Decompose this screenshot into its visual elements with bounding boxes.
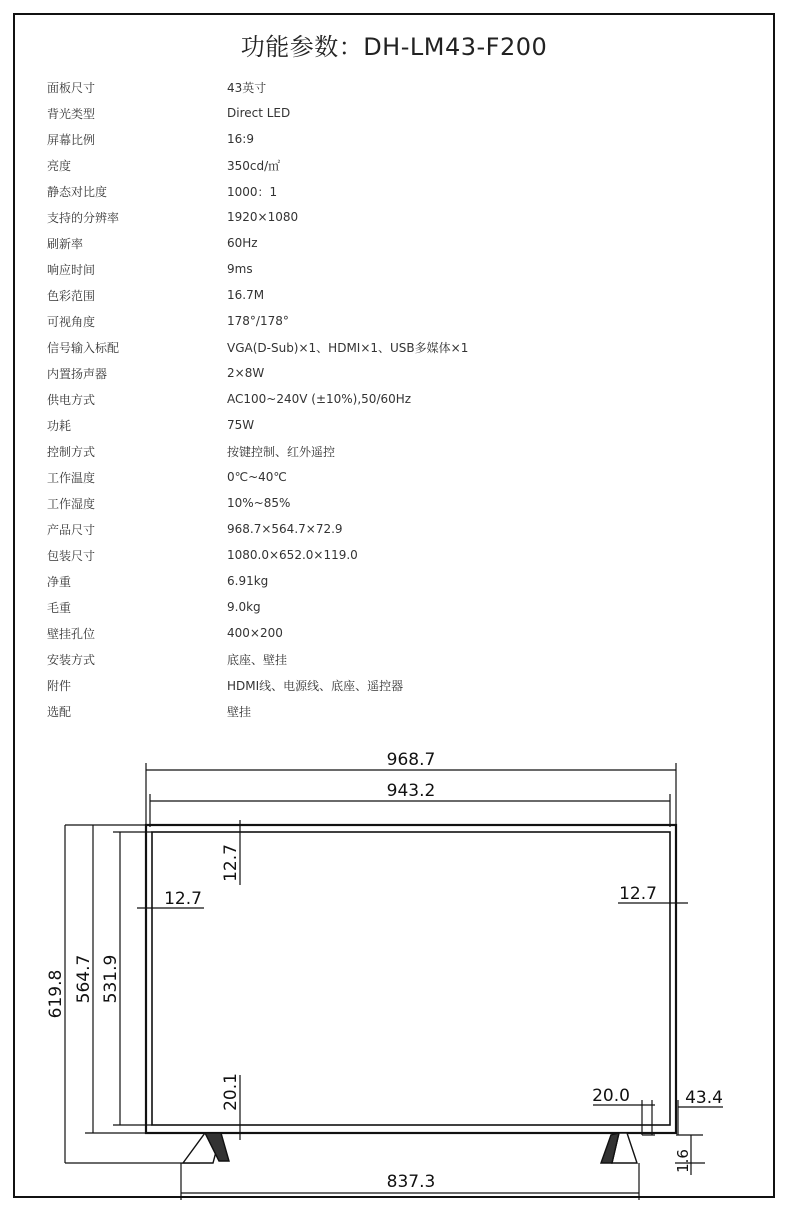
spec-label: 控制方式 [47, 444, 96, 459]
spec-value: 10%~85% [227, 496, 291, 510]
screen-height-label: 531.9 [101, 954, 121, 1004]
spec-label: 工作湿度 [47, 496, 96, 511]
spec-label: 选配 [47, 704, 72, 719]
bottom-bezel-label: 20.1 [221, 1073, 241, 1111]
spec-label: 屏幕比例 [47, 132, 96, 147]
spec-label: 净重 [47, 574, 72, 589]
spec-label: 亮度 [47, 158, 72, 173]
spec-value: 1080.0×652.0×119.0 [227, 548, 358, 562]
spec-value: 43英寸 [227, 80, 267, 95]
spec-sheet [13, 13, 775, 1198]
spec-label: 响应时间 [47, 262, 96, 277]
spec-value: 350cd/㎡ [227, 158, 281, 173]
spec-label: 壁挂孔位 [47, 626, 96, 641]
spec-value: 968.7×564.7×72.9 [227, 522, 343, 536]
spec-label: 信号输入标配 [47, 340, 120, 355]
spec-label: 安装方式 [47, 652, 96, 667]
overall-width-label: 968.7 [386, 750, 436, 770]
spec-value: 6.91kg [227, 574, 269, 588]
spec-label: 支持的分辨率 [47, 210, 120, 225]
spec-value: 75W [227, 418, 255, 432]
dimension-drawing [15, 15, 777, 1200]
spec-value: 0℃~40℃ [227, 470, 287, 484]
spec-label: 包装尺寸 [47, 548, 96, 563]
left-stand [183, 1133, 229, 1163]
screen-width-label: 943.2 [386, 781, 436, 801]
spec-value: 1000：1 [227, 184, 278, 199]
spec-value: AC100~240V (±10%),50/60Hz [227, 392, 412, 406]
spec-value: 60Hz [227, 236, 258, 250]
left-bezel-label: 12.7 [164, 889, 202, 909]
spec-label: 刷新率 [47, 236, 84, 251]
page-title: 功能参数：DH-LM43-F200 [240, 33, 548, 61]
spec-value: 1920×1080 [227, 210, 299, 224]
bottom-offset-label: 20.0 [592, 1086, 630, 1106]
spec-value: 2×8W [227, 366, 265, 380]
spec-value: 16:9 [227, 132, 254, 146]
spec-label: 内置扬声器 [47, 366, 108, 381]
stand-clearance-label: 1.6 [674, 1149, 692, 1173]
spec-label: 产品尺寸 [47, 522, 96, 537]
spec-value: 400×200 [227, 626, 283, 640]
spec-value: 9ms [227, 262, 253, 276]
spec-value: 9.0kg [227, 600, 261, 614]
spec-value: 16.7M [227, 288, 265, 302]
spec-label: 附件 [47, 678, 72, 693]
spec-label: 工作温度 [47, 470, 96, 485]
spec-label: 毛重 [47, 600, 72, 615]
spec-label: 面板尺寸 [47, 80, 96, 95]
spec-value: VGA(D-Sub)×1、HDMI×1、USB多媒体×1 [227, 340, 469, 355]
stand-span-label: 837.3 [386, 1172, 436, 1192]
spec-value: HDMI线、电源线、底座、遥控器 [227, 678, 404, 693]
spec-label: 可视角度 [47, 314, 96, 329]
spec-value: 壁挂 [227, 704, 252, 719]
spec-value: Direct LED [227, 106, 291, 120]
spec-value: 178°/178° [227, 314, 289, 328]
top-bezel-label: 12.7 [221, 844, 241, 882]
panel-height-label: 564.7 [74, 954, 94, 1004]
spec-value: 按键控制、红外遥控 [227, 444, 336, 459]
spec-label: 功耗 [47, 418, 72, 433]
spec-label: 供电方式 [47, 392, 96, 407]
right-stand [601, 1133, 637, 1163]
overall-height-label: 619.8 [46, 969, 66, 1019]
spec-label: 静态对比度 [47, 184, 108, 199]
depth-label: 43.4 [685, 1088, 723, 1108]
right-bezel-label: 12.7 [619, 884, 657, 904]
spec-label: 背光类型 [47, 106, 96, 121]
spec-label: 色彩范围 [47, 288, 96, 303]
spec-value: 底座、壁挂 [227, 652, 288, 667]
